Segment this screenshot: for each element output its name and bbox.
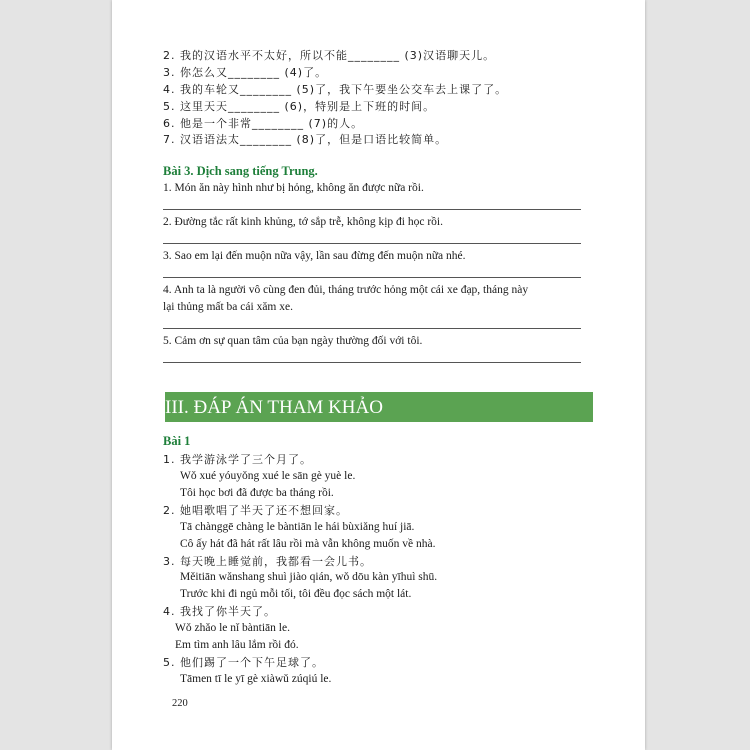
answer-line: 5. 他们踢了一个下午足球了。 [163, 656, 324, 669]
answers-heading: Bài 1 [163, 434, 191, 448]
exercise-line: 7. 汉语语法太________ (8)了，但是口语比较简单。 [163, 133, 448, 146]
answer-line: Wǒ xué yóuyǒng xué le sān gè yuè le. [180, 470, 356, 482]
exercise-line: 3. 你怎么又________ (4)了。 [163, 66, 328, 79]
translation-item: 4. Anh ta là người vô cùng đen đủi, tháng trước hỏng một cái xe đạp, tháng này [163, 284, 529, 296]
answer-line: 3. 每天晚上睡觉前，我都看一会儿书。 [163, 555, 372, 568]
answer-line: Tā chànggē chàng le bàntiān le hái bùxiǎng huí jiā. [180, 521, 415, 533]
exercise-line: 2. 我的汉语水平不太好，所以不能________ (3)汉语聊天儿。 [163, 49, 496, 62]
answer-line [163, 328, 581, 329]
answer-line: Tāmen tī le yī gè xiàwǔ zúqiú le. [180, 673, 332, 685]
section-title-bar [165, 392, 593, 422]
answer-line [163, 209, 581, 210]
exercise-3-heading: Bài 3. Dịch sang tiếng Trung. [163, 164, 318, 178]
answer-line: Tôi học bơi đã được ba tháng rồi. [180, 487, 334, 499]
answer-line: 4. 我找了你半天了。 [163, 605, 276, 618]
answer-line: Trước khi đi ngủ mỗi tối, tôi đều đọc sách một lát. [180, 588, 412, 600]
answer-line [163, 277, 581, 278]
answer-line: 2. 她唱歌唱了半天了还不想回家。 [163, 504, 348, 517]
exercise-line: 4. 我的车轮又________ (5)了，我下午要坐公交车去上课了了。 [163, 83, 508, 96]
exercise-line: 6. 他是一个非常________ (7)的人。 [163, 117, 364, 130]
answer-line: Cô ấy hát đã hát rất lâu rồi mà vẫn không muốn về nhà. [180, 538, 436, 550]
answer-line: Em tìm anh lâu lắm rồi đó. [175, 639, 299, 651]
page-number: 220 [172, 698, 188, 709]
translation-item: 1. Món ăn này hình như bị hỏng, không ăn được nữa rồi. [163, 182, 424, 194]
exercise-line: 5. 这里天天________ (6)，特别是上下班的时间。 [163, 100, 436, 113]
translation-item-cont: lại thủng mất ba cái xăm xe. [163, 301, 293, 313]
answer-line [163, 243, 581, 244]
answer-line: 1. 我学游泳学了三个月了。 [163, 453, 312, 466]
answer-line [163, 362, 581, 363]
section-title: III. ĐÁP ÁN THAM KHẢO [165, 397, 383, 418]
translation-item: 3. Sao em lại đến muộn nữa vậy, lần sau đừng đến muộn nữa nhé. [163, 250, 466, 262]
answer-line: Wǒ zhǎo le nǐ bàntiān le. [175, 622, 290, 634]
answer-line: Měitiān wǎnshang shuì jiào qián, wǒ dōu kàn yīhuì shū. [180, 571, 438, 583]
translation-item: 5. Cảm ơn sự quan tâm của bạn ngày thường đối với tôi. [163, 335, 423, 347]
translation-item: 2. Đường tắc rất kinh khủng, tớ sắp trễ, không kịp đi học rồi. [163, 216, 443, 228]
